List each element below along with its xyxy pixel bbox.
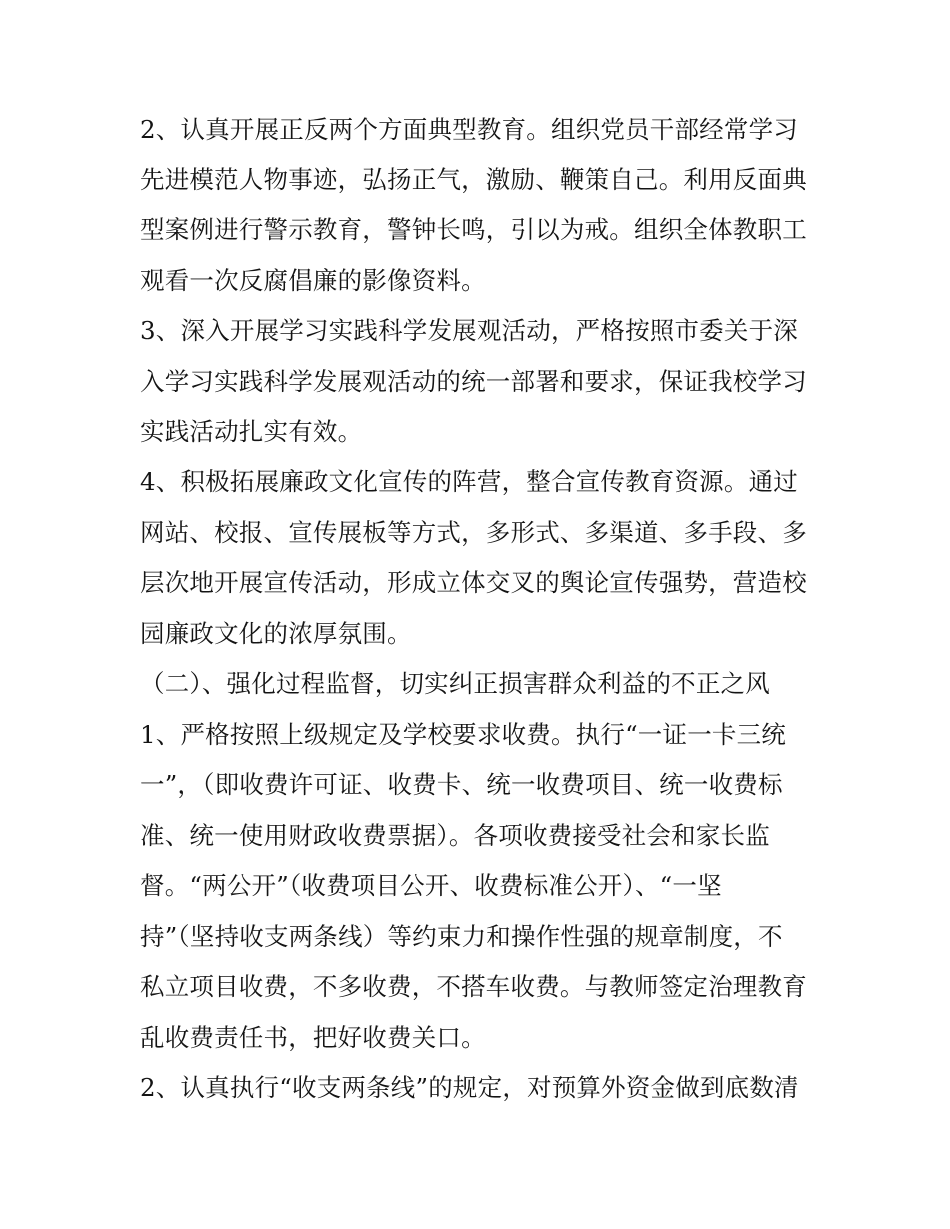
text-line: 2、认真开展正反两个方面典型教育。组织党员干部经常学习 <box>140 115 798 144</box>
text-line: 实践活动扎实有效。 <box>140 417 363 446</box>
text-line: 2、认真执行“收支两条线”的规定，对预算外资金做到底数清 <box>140 1073 799 1102</box>
text-line: 入学习实践科学发展观活动的统一部署和要求，保证我校学习 <box>140 367 807 396</box>
text-line: 准、统一使用财政收费票据）。各项收费接受社会和家长监 <box>140 821 770 850</box>
text-line: 持”（坚持收支两条线）等约束力和操作性强的规章制度，不 <box>140 922 783 951</box>
text-line: 督。“两公开”（收费项目公开、收费标准公开）、“一坚 <box>140 871 722 900</box>
text-line: 型案例进行警示教育，警钟长鸣，引以为戒。组织全体教职工 <box>140 215 807 244</box>
text-line: 观看一次反腐倡廉的影像资料。 <box>140 266 486 295</box>
text-line: 网站、校报、宣传展板等方式，多形式、多渠道、多手段、多 <box>140 518 807 547</box>
text-line: 先进模范人物事迹，弘扬正气，激励、鞭策自己。利用反面典 <box>140 165 807 194</box>
text-line: 乱收费责任书，把好收费关口。 <box>140 1023 486 1052</box>
text-line: 私立项目收费，不多收费，不搭车收费。与教师签定治理教育 <box>140 972 807 1001</box>
text-line: 园廉政文化的浓厚氛围。 <box>140 619 412 648</box>
text-line: 3、深入开展学习实践科学发展观活动，严格按照市委关于深 <box>140 316 798 345</box>
text-line: 4、积极拓展廉政文化宣传的阵营，整合宣传教育资源。通过 <box>140 467 798 496</box>
section-heading: （二）、强化过程监督，切实纠正损害群众利益的不正之风 <box>140 669 770 698</box>
text-line: 层次地开展宣传活动，形成立体交叉的舆论宣传强势，营造校 <box>140 568 807 597</box>
text-line: 1、严格按照上级规定及学校要求收费。执行“一证一卡三统 <box>140 720 787 749</box>
text-line: 一”，（即收费许可证、收费卡、统一收费项目、统一收费标 <box>140 770 783 799</box>
